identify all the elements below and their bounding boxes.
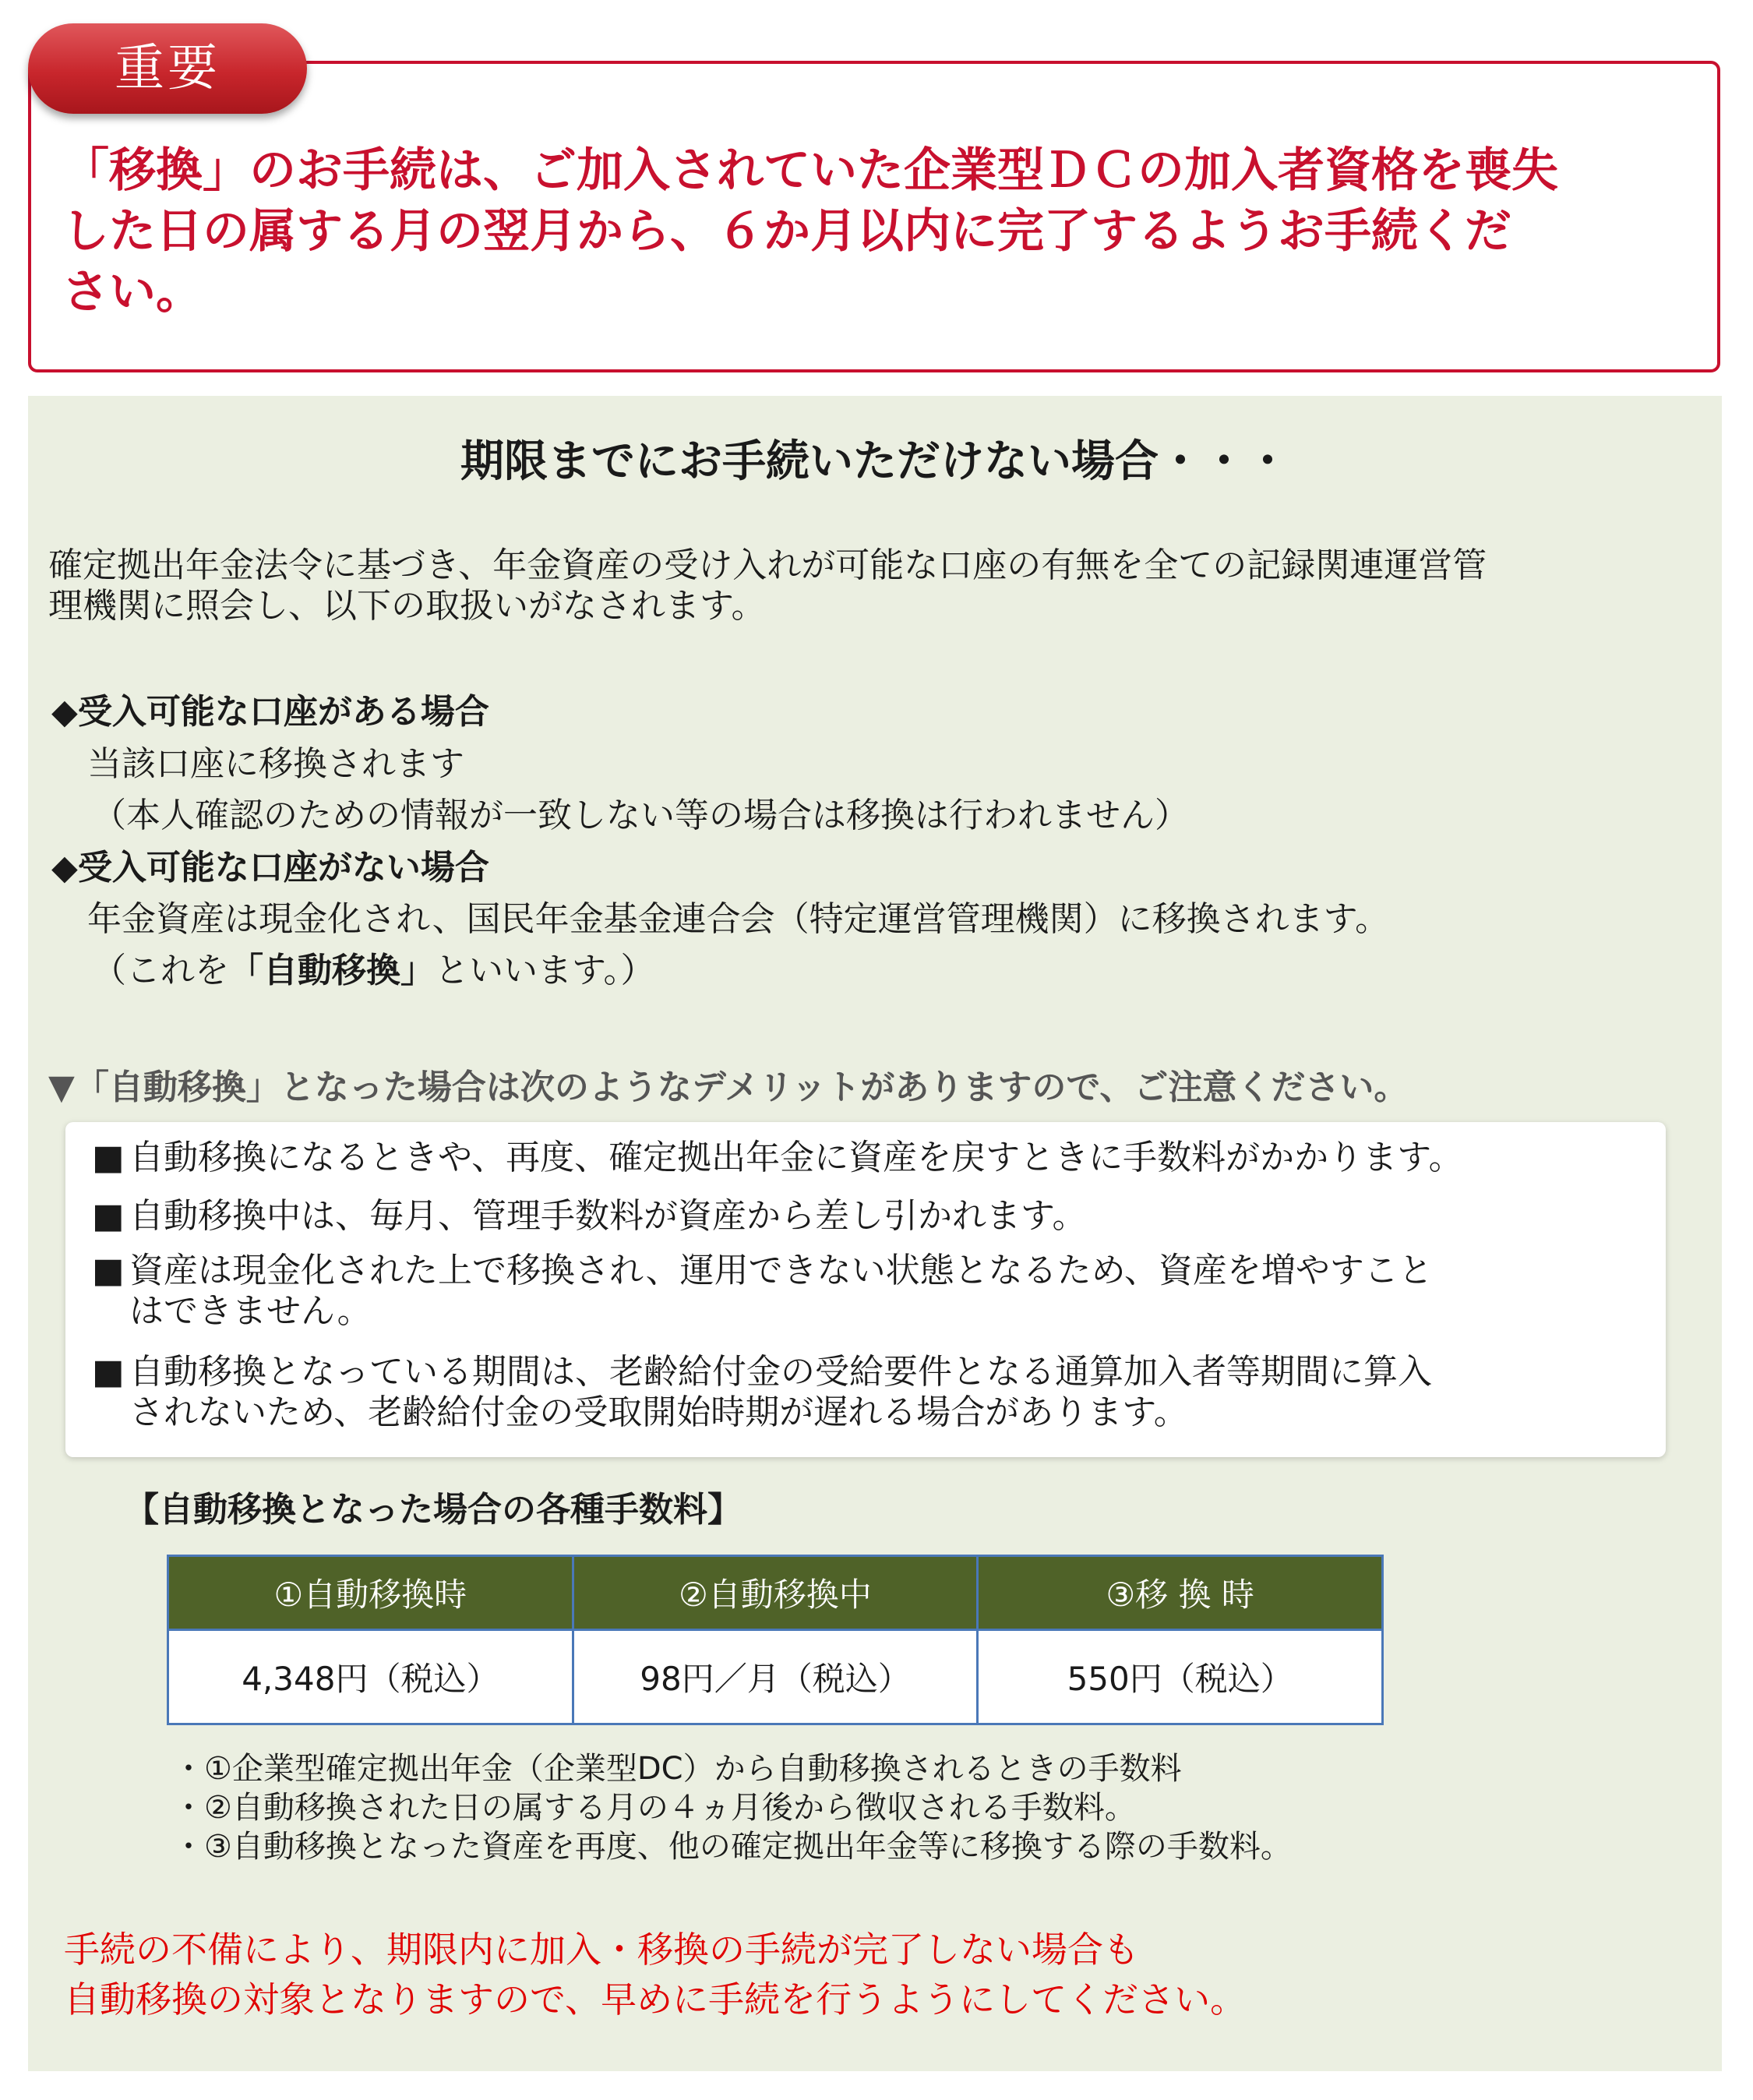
demerit-item xyxy=(92,1138,1650,1178)
demerit-text: 資産は現金化された上で移換され、運用できない状態となるため、資産を増やすこと xyxy=(129,1251,1433,1290)
warning-text xyxy=(64,1925,1246,2024)
fee-note: ・③自動移換となった資産を再度、他の確定拠出年金等に移換する際の手数料。 xyxy=(173,1829,1292,1865)
case2-note-pre: （これを xyxy=(92,951,229,990)
demerit-item xyxy=(92,1251,1650,1332)
notice-line: した日の属する月の翌月から、６か月以内に完了するようお手続くだ xyxy=(62,204,1511,259)
fee-note: ・②自動移換された日の属する月の４ヵ月後から徴収される手数料。 xyxy=(173,1790,1136,1826)
intro-text xyxy=(48,545,1716,626)
demerit-text: はできません。 xyxy=(129,1291,372,1331)
fees-table xyxy=(167,1555,1384,1725)
notice-line: 「移換」のお手続は、ご加入されていた企業型ＤＣの加入者資格を喪失 xyxy=(62,143,1558,198)
case2-line: 年金資産は現金化され、国民年金基金連合会（特定運営管理機関）に移換されます。 xyxy=(87,899,1390,939)
notice-line: さい。 xyxy=(62,265,203,319)
demerit-text: 自動移換中は、毎月、管理手数料が資産から差し引かれます。 xyxy=(129,1196,1087,1236)
case2-note-post: といいます。） xyxy=(435,951,655,990)
bullet-square-icon: ■ xyxy=(92,1196,125,1236)
fees-value-row xyxy=(168,1630,1383,1724)
fees-value-cell: 98円／月（税込） xyxy=(573,1630,978,1724)
fees-title: 【自動移換となった場合の各種手数料】 xyxy=(125,1490,742,1530)
fees-header-row xyxy=(168,1556,1383,1630)
demerit-item xyxy=(92,1196,1650,1237)
bullet-square-icon: ■ xyxy=(92,1138,125,1177)
demerit-text: 自動移換となっている期間は、老齢給付金の受給要件となる通算加入者等期間に算入 xyxy=(129,1352,1432,1392)
fees-value-cell: 4,348円（税込） xyxy=(168,1630,573,1724)
important-notice-text xyxy=(62,140,1706,323)
case2-note xyxy=(92,951,654,991)
fees-header-cell: ③移 換 時 xyxy=(978,1556,1383,1630)
case1-heading: ◆受入可能な口座がある場合 xyxy=(51,692,489,732)
important-badge: 重要 xyxy=(28,23,307,114)
case1-note: （本人確認のための情報が一致しない等の場合は移換は行われません） xyxy=(92,796,1189,835)
demerit-text: 自動移換になるときや、再度、確定拠出年金に資産を戻すときに手数料がかかります。 xyxy=(129,1138,1463,1177)
fees-header-cell: ②自動移換中 xyxy=(573,1556,978,1630)
fees-value-cell: 550円（税込） xyxy=(978,1630,1383,1724)
fee-notes xyxy=(173,1749,1292,1866)
demerit-text: されないため、老齢給付金の受取開始時期が遅れる場合があります。 xyxy=(129,1392,1188,1432)
fee-note: ・①企業型確定拠出年金（企業型DC）から自動移換されるときの手数料 xyxy=(173,1751,1182,1787)
fees-header-cell: ①自動移換時 xyxy=(168,1556,573,1630)
bullet-square-icon: ■ xyxy=(92,1251,125,1290)
intro-line: 理機関に照会し、以下の取扱いがなされます。 xyxy=(48,586,766,626)
auto-transfer-term: 「自動移換」 xyxy=(229,951,435,990)
case1-line: 当該口座に移換されます xyxy=(87,744,464,784)
section-title: 期限までにお手続いただけない場合・・・ xyxy=(460,436,1289,487)
demerit-item xyxy=(92,1352,1650,1433)
intro-line: 確定拠出年金法令に基づき、年金資産の受け入れが可能な口座の有無を全ての記録関連運営管 xyxy=(48,545,1487,585)
demerit-heading: ▼「自動移換」となった場合は次のようなデメリットがありますので、ご注意ください。 xyxy=(48,1068,1409,1107)
bullet-square-icon: ■ xyxy=(92,1352,125,1392)
warning-line: 自動移換の対象となりますので、早めに手続を行うようにしてください。 xyxy=(64,1978,1247,2021)
warning-line: 手続の不備により、期限内に加入・移換の手続が完了しない場合も xyxy=(64,1929,1139,1971)
case2-heading: ◆受入可能な口座がない場合 xyxy=(51,848,489,888)
